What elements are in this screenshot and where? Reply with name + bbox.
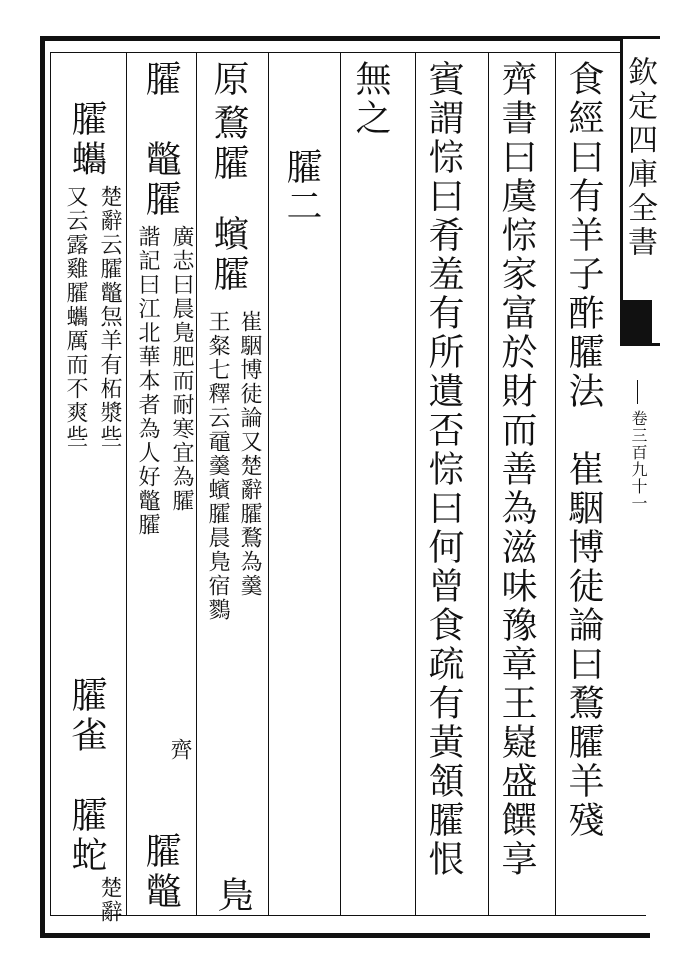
text-column-3: 賓謂悰曰肴羞有所遺否悰曰何曾食疏有黃頷臛恨 — [423, 60, 464, 879]
section-heading: 臛二 — [281, 148, 322, 226]
margin-line — [637, 380, 638, 404]
text-column-1: 食經曰有羊子酢臛法 崔駰博徒論曰鶩臛羊殘 — [563, 60, 604, 840]
margin-fishtail-mark — [622, 300, 652, 344]
text-column-4: 無之 — [350, 60, 391, 138]
annotation-line: 齊 — [167, 738, 192, 762]
column-rule — [268, 52, 269, 916]
annotation-line: 王粲七釋云黿羹蠙臛晨鳬宿鷚 — [205, 310, 230, 622]
annotation-line: 廣志曰晨鳬肥而耐寒宜為臛 — [169, 225, 194, 513]
annotation-line: 楚辭 — [97, 876, 122, 924]
annotation-line: 又云露雞臛蠵厲而不爽些 — [63, 185, 88, 449]
column-rule — [340, 52, 341, 916]
entry-term: 臛 — [140, 60, 181, 100]
margin-book-title: 欽定四庫全書 — [622, 56, 657, 260]
column-rule — [126, 52, 127, 916]
entry-term: 臛雀 — [66, 676, 107, 756]
entry-term: 臛蠵 — [66, 100, 107, 180]
column-rule — [555, 52, 556, 916]
annotation-line: 諧記曰江北華本者為人好鼈臛 — [135, 225, 160, 537]
margin-volume-number: 卷三百九十一 — [629, 410, 648, 512]
entry-term: 鳬 — [212, 876, 253, 916]
text-column-2: 齊書曰虞悰家富於財而善為滋味豫章王嶷盛饌享 — [496, 60, 537, 879]
column-rule — [196, 52, 197, 916]
column-rule — [488, 52, 489, 916]
column-rule — [415, 52, 416, 916]
annotation-line: 崔駰博徒論又楚辭臛鶩為羹 — [237, 310, 262, 598]
entry-term: 鼈臛 — [140, 140, 181, 220]
entry-term: 臛鼈 — [140, 832, 181, 912]
entry-head: 原 — [208, 60, 249, 100]
entry-term: 臛蛇 — [66, 796, 107, 876]
entry-term: 蠙臛 — [208, 215, 249, 295]
annotation-line: 楚辭云臛鼈炰羊有柘漿些 — [97, 185, 122, 449]
entry-term: 鶩臛 — [208, 104, 249, 184]
